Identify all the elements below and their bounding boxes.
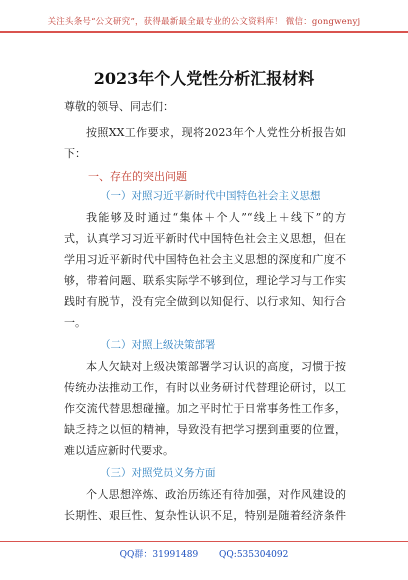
paragraph-line: 作交流代替思想碰撞。加之平时忙于日常事务性工作多， [64,402,346,415]
subsection-heading: （二）对照上级决策部署 [100,339,216,351]
paragraph-line: 按照XX工作要求，现将2023年个人党性分析报告如 [86,126,346,139]
paragraph-line: 本人欠缺对上级决策部署学习认识的高度，习惯于按 [86,360,346,373]
subsection-2-paragraph [64,356,346,461]
paragraph-line: 个人思想淬炼、政治历练还有待加强，对作风建设的 [86,488,346,501]
subsection-1-paragraph [64,207,346,333]
paragraph-line: 长期性、艰巨性、复杂性认识不足，特别是随着经济条件 [64,509,346,522]
paragraph-line: 下： [64,147,86,160]
paragraph-line: 一。 [64,316,86,329]
footer-divider [0,541,408,542]
intro-paragraph [64,122,346,164]
greeting-text: 尊敬的领导、同志们： [64,100,174,113]
footer-contact: QQ群：31991489 QQ:535304092 [119,550,289,560]
paragraph-line: 式，认真学习习近平新时代中国特色社会主义思想，但在 [64,232,346,245]
header-banner [0,0,408,40]
banner-divider [0,31,408,33]
paragraph-line: 传统办法推动工作，有时以业务研讨代替理论研讨，以工 [64,381,346,394]
subsection-3-paragraph [64,484,346,526]
subsection-heading: （三）对照党员义务方面 [100,467,216,479]
paragraph-line: 缺乏持之以恒的精神，导致没有把学习摆到重要的位置， [64,423,346,436]
paragraph-line: 学用习近平新时代中国特色社会主义思想的深度和广度不 [64,253,346,266]
paragraph-line: 难以适应新时代要求。 [64,444,174,457]
paragraph-line: 践时有脱节，没有完全做到以知促行、以行求知、知行合 [64,295,346,308]
paragraph-line: 我能够及时通过“集体＋个人”“线上＋线下”的方 [86,211,346,224]
banner-text: 关注头条号“公文研究”，获得最新最全最专业的公文资料库！ 微信：gongwenyj [47,17,361,27]
document-title: 2023年个人党性分析汇报材料 [93,69,315,88]
paragraph-line: 够，带着问题、联系实际学不够到位，理论学习与工作实 [64,274,346,287]
greeting [64,96,346,117]
subsection-heading: （一）对照习近平新时代中国特色社会主义思想 [100,190,321,202]
section-heading: 一、存在的突出问题 [88,170,187,183]
